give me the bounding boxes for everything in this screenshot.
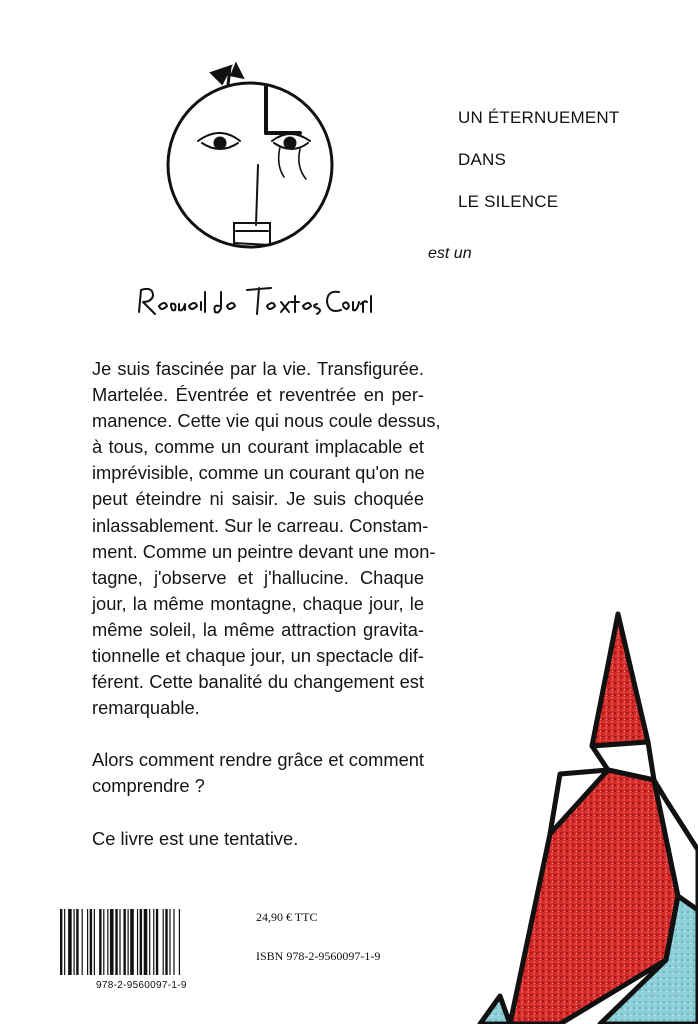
barcode-bar — [169, 909, 170, 975]
barcode-bar — [115, 909, 117, 975]
blurb-paragraph-2 — [92, 747, 424, 799]
blurb-line: peut éteindre ni saisir. Je suis choquée — [92, 488, 424, 510]
blurb-line: remarquable. — [92, 697, 200, 719]
barcode-bar — [87, 909, 88, 975]
blurb-line: ment. Comme un peintre devant une mon- — [92, 540, 436, 562]
blurb-line: inlassablement. Sur le carreau. Constam- — [92, 514, 429, 536]
isbn-label: ISBN 978-2-9560097-1-9 — [256, 949, 381, 963]
barcode-bar — [144, 909, 148, 975]
stained-glass-mountain-illustration — [440, 610, 698, 1024]
blurb-line: tagne, j'observe et j'hallucine. Chaque — [92, 566, 424, 588]
barcode — [56, 907, 226, 977]
barcode-bar — [68, 909, 72, 975]
title-line-2: DANS — [458, 150, 507, 169]
blurb-line: à tous, comme un courant implacable et — [92, 436, 424, 458]
title-line-1: UN ÉTERNUEMENT — [458, 108, 620, 127]
barcode-bar — [74, 909, 75, 975]
title-line-3: LE SILENCE — [458, 192, 559, 211]
barcode-digits: 978-2-9560097-1-9 — [96, 980, 187, 991]
barcode-bar — [94, 909, 95, 975]
barcode-bar — [163, 909, 164, 975]
barcode-bar — [119, 909, 120, 975]
barcode-bar — [76, 909, 78, 975]
barcode-bar — [110, 909, 114, 975]
clock-face-illustration — [150, 55, 350, 255]
blurb-line: tionnelle et chaque jour, un spectacle dif- — [92, 645, 424, 667]
barcode-bar — [156, 909, 158, 975]
blurb-paragraph-3 — [92, 826, 424, 852]
barcode-bar — [99, 909, 101, 975]
barcode-bar — [130, 909, 134, 975]
blurb-line: Alors comment rendre grâce et comment — [92, 749, 424, 771]
blurb-line: imprévisible, comme un courant qu'on ne — [92, 462, 425, 484]
blurb-line: Je suis fascinée par la vie. Transfigurée. — [92, 358, 424, 379]
barcode-bar — [82, 909, 83, 975]
barcode-bar — [165, 909, 167, 975]
blurb-line: Ce livre est une tentative. — [92, 827, 299, 849]
blurb-paragraph-1 — [92, 356, 441, 721]
price: 24,90 € TTC — [256, 910, 318, 924]
barcode-bar — [137, 909, 138, 975]
barcode-bar — [107, 909, 108, 975]
blurb-line: Martelée. Éventrée et reventrée en per- — [92, 384, 424, 406]
barcode-bar — [179, 909, 180, 975]
barcode-bar — [60, 909, 62, 975]
barcode-bar — [173, 909, 174, 975]
barcode-bar — [90, 909, 92, 975]
blurb-line: même soleil, la même attraction gravita- — [92, 618, 424, 640]
barcode-bar — [123, 909, 125, 975]
barcode-bar — [149, 909, 150, 975]
blurb-line: manence. Cette vie qui nous coule dessus, — [92, 410, 441, 432]
back-cover-blurb — [92, 356, 441, 871]
barcode-bar — [140, 909, 142, 975]
barcode-bar — [64, 909, 65, 975]
blurb-line: férent. Cette banalité du changement est — [92, 671, 424, 693]
subtitle-connector: est un — [428, 245, 472, 262]
blurb-line: comprendre ? — [92, 775, 205, 797]
handwritten-subtitle-drawing — [135, 280, 375, 322]
barcode-bar — [128, 909, 129, 975]
barcode-bar — [103, 909, 104, 975]
blurb-line: jour, la même montagne, chaque jour, le — [92, 592, 424, 614]
barcode-bar — [153, 909, 154, 975]
